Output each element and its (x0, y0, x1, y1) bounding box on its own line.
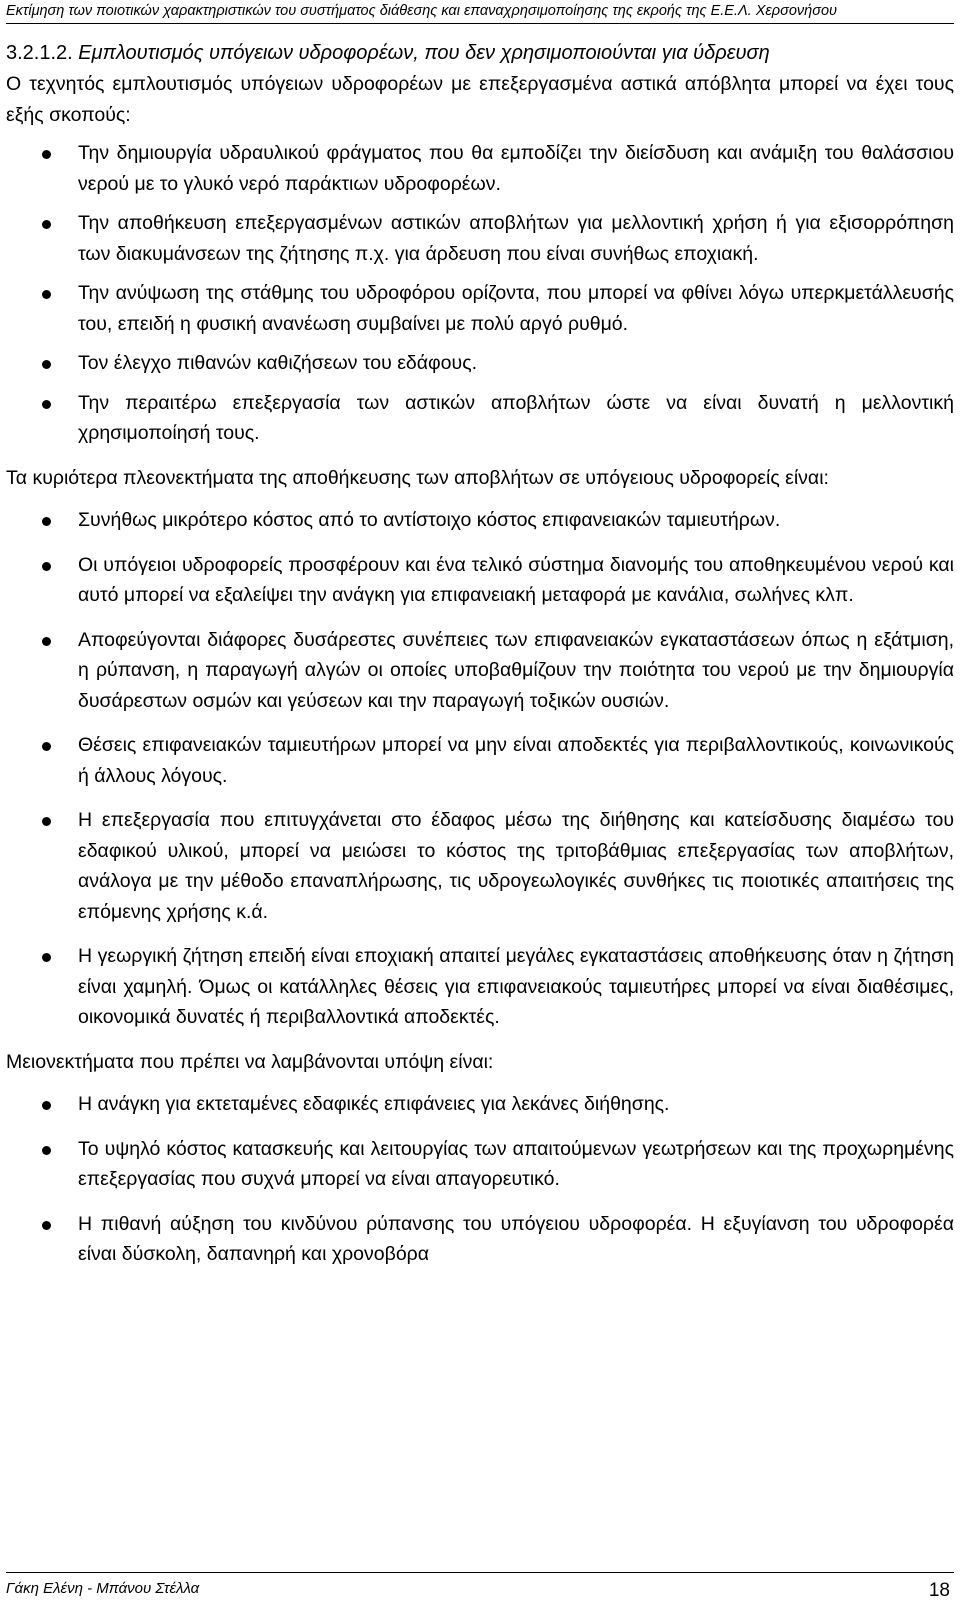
list-item (6, 730, 954, 791)
running-header-title: Εκτίμηση των ποιοτικών χαρακτηριστικών του συστήματος διάθεσης και επαναχρησιμοποίησης της εκροής της Ε.Ε.Λ. Χερσονήσου (6, 3, 837, 19)
footer-authors: Γάκη Ελένη - Μπάνου Στέλλα (6, 1580, 200, 1597)
list-item-text: Την δημιουργία υδραυλικού φράγματος που θα εμποδίζει την διείσδυση και ανάμιξη του θαλάσσιου νερού με το γλυκό νερό παράκτιων υδροφορέων. (78, 142, 954, 195)
list-item-text: Την ανύψωση της στάθμης του υδροφόρου ορίζοντα, που μπορεί να φθίνει λόγω υπερκμετάλλευσής του, επειδή η φυσική ανανέωση συμβαίνει με πολύ αργό ρυθμό. (78, 282, 954, 335)
advantages-intro: Τα κυριότερα πλεονεκτήματα της αποθήκευσης των αποβλήτων σε υπόγειους υδροφορείς είναι: (6, 466, 829, 489)
page-footer (6, 1572, 954, 1603)
purposes-list (6, 138, 954, 449)
list-item (6, 505, 954, 536)
list-item (6, 208, 954, 269)
bullet-icon (42, 517, 51, 526)
list-item (6, 388, 954, 449)
bullet-icon (42, 562, 51, 571)
list-item-text: Αποφεύγονται διάφορες δυσάρεστες συνέπειες των επιφανειακών εγκαταστάσεων όπως η εξάτμιση, η ρύπανση, η παραγωγή αλγών οι οποίες υποβαθμίζουν την ποιότητα του νερού με την δημιουργία δυσάρεστων οσμών και γεύσεων και την παραγωγή τοξικών ουσιών. (78, 628, 954, 712)
bullet-icon (42, 400, 51, 409)
advantages-list (6, 505, 954, 1033)
list-item (6, 941, 954, 1033)
list-item (6, 625, 954, 717)
bullet-icon (42, 150, 51, 159)
list-item (6, 348, 954, 379)
list-item (6, 550, 954, 611)
list-item (6, 138, 954, 199)
disadvantages-intro: Μειονεκτήματα που πρέπει να λαμβάνονται υπόψη είναι: (6, 1050, 494, 1073)
bullet-icon (42, 1146, 51, 1155)
list-item-text: Τον έλεγχο πιθανών καθιζήσεων του εδάφους. (78, 352, 478, 374)
list-item-text: Την αποθήκευση επεξεργασμένων αστικών αποβλήτων για μελλοντική χρήση ή για εξισορρόπηση των διακυμάνσεων της ζήτησης π.χ. για άρδευση που είναι συνήθως εποχιακή. (78, 212, 954, 265)
section-heading (6, 38, 954, 69)
bullet-icon (42, 742, 51, 751)
list-item (6, 1209, 954, 1270)
list-item-text: Η πιθανή αύξηση του κινδύνου ρύπανσης του υπόγειου υδροφορέα. Η εξυγίανση του υδροφορέα είναι δύσκολη, δαπανηρή και χρονοβόρα (78, 1212, 954, 1265)
list-item (6, 278, 954, 339)
bullet-icon (42, 953, 51, 962)
list-item-text: Θέσεις επιφανειακών ταμιευτήρων μπορεί να μην είναι αποδεκτές για περιβαλλοντικούς, κοινωνικούς ή άλλους λόγους. (78, 734, 954, 787)
bullet-icon (42, 637, 51, 646)
section-title: Εμπλουτισμός υπόγειων υδροφορέων, που δεν χρησιμοποιούνται για ύδρευση (78, 42, 770, 64)
bullet-icon (42, 360, 51, 369)
list-item (6, 1089, 954, 1120)
document-body (6, 38, 954, 1284)
list-item-text: Οι υπόγειοι υδροφορείς προσφέρουν και ένα τελικό σύστημα διανομής του αποθηκευμένου νερού και αυτό μπορεί να εξαλείψει την ανάγκη για επιφανειακή μεταφορά με κανάλια, σωλήνες κλπ. (78, 553, 954, 606)
bullet-icon (42, 1221, 51, 1230)
running-header (6, 1, 954, 24)
page-number: 18 (928, 1580, 950, 1601)
list-item (6, 805, 954, 927)
list-item-text: Η επεξεργασία που επιτυγχάνεται στο έδαφος μέσω της διήθησης και κατείσδυσης διαμέσω του εδαφικού υλικού, μπορεί να μειώσει το κόστος της τριτοβάθμιας επεξεργασίας των αποβλήτων, ανάλογα με την μέθοδο επαναπλήρωσης, τις υδρογεωλογικές συνθήκες τις ποιοτικές απαιτήσεις της επόμενης χρήσης κ.ά. (78, 809, 954, 923)
bullet-icon (42, 220, 51, 229)
list-item (6, 1134, 954, 1195)
section-number: 3.2.1.2. (6, 42, 73, 64)
bullet-icon (42, 1101, 51, 1110)
bullet-icon (42, 817, 51, 826)
list-item-text: Συνήθως μικρότερο κόστος από το αντίστοιχο κόστος επιφανειακών ταμιευτήρων. (78, 509, 781, 531)
list-item-text: Την περαιτέρω επεξεργασία των αστικών αποβλήτων ώστε να είναι δυνατή η μελλοντική χρησιμοποίησή τους. (78, 391, 954, 444)
list-item-text: Η ανάγκη για εκτεταμένες εδαφικές επιφάνειες για λεκάνες διήθησης. (78, 1093, 670, 1115)
bullet-icon (42, 290, 51, 299)
disadvantages-list (6, 1089, 954, 1270)
intro-paragraph: Ο τεχνητός εμπλουτισμός υπόγειων υδροφορέων με επεξεργασμένα αστικά απόβλητα μπορεί να έχει τους εξής σκοπούς: (6, 73, 954, 126)
list-item-text: Το υψηλό κόστος κατασκευής και λειτουργίας των απαιτούμενων γεωτρήσεων και της προχωρημένης επεξεργασίας που συχνά μπορεί να είναι απαγορευτικό. (78, 1137, 954, 1190)
list-item-text: Η γεωργική ζήτηση επειδή είναι εποχιακή απαιτεί μεγάλες εγκαταστάσεις αποθήκευσης όταν η ζήτηση είναι χαμηλή. Όμως οι κατάλληλες θέσεις για επιφανειακούς ταμιευτήρες μπορεί να είναι διαθέσιμες, οικονομικά δυνατές ή περιβαλλοντικά αποδεκτές. (78, 945, 954, 1028)
